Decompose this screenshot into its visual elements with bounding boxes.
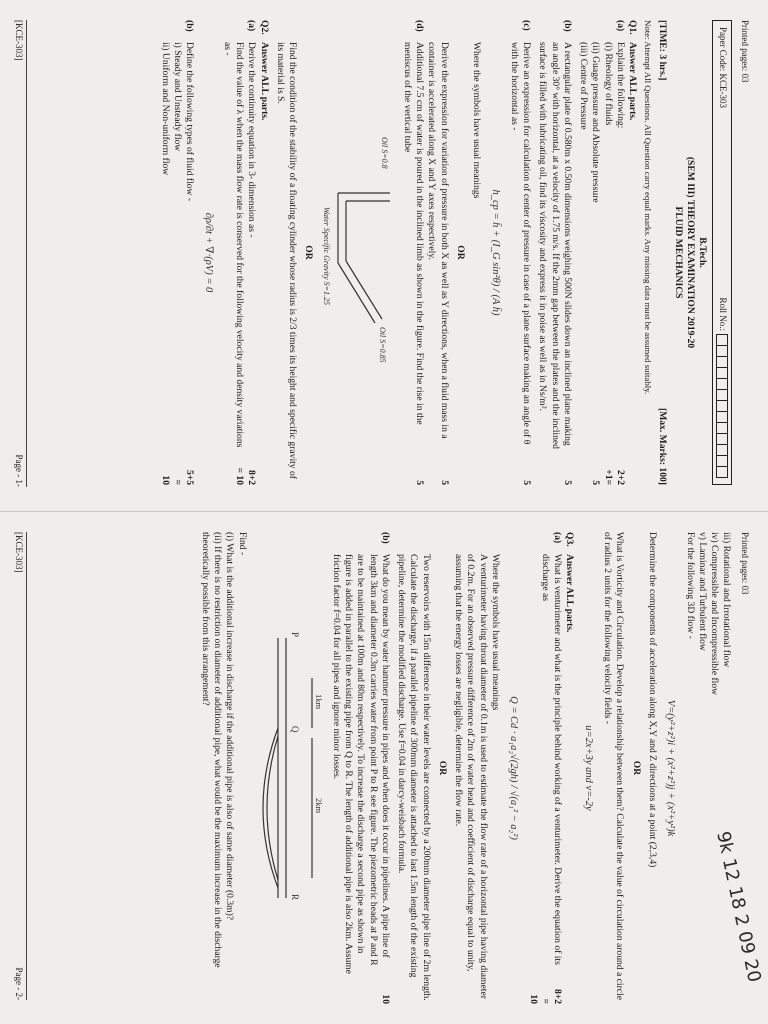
- q1d-text: Additional 7.5 cm of water is poured in the inclined limb as shown in the figure. Find the rise in the meniscus of the vertical tube: [401, 42, 426, 425]
- q3a-text: What is venturimeter and what is the principle behind working of a venturimeter. Derive the equation of its discharge as: [539, 554, 564, 965]
- q1c-marks: 5: [521, 480, 533, 485]
- p2-1-text: For the following 3D flow -: [684, 532, 696, 639]
- q1a-i-row: [601, 20, 613, 485]
- subject: FLUID MECHANICS: [672, 206, 684, 299]
- q3a-marks2: =: [539, 998, 551, 1004]
- q1c-equation: h_cp = h̄ + (I_G sin²θ) / (A h̄): [489, 189, 501, 316]
- or-divider-1: OR: [454, 245, 466, 260]
- roll-boxes: [716, 335, 728, 478]
- q1a-iii-row: [577, 20, 589, 485]
- note: Note: Attempt All Questions. All Question carry equal marks. Any missing data must be assumed suitably.: [643, 20, 654, 395]
- fig2-p: P: [289, 632, 300, 638]
- or-divider-3: OR: [630, 760, 642, 776]
- p2-2-equation: u=2x+3y and v=-2y: [582, 725, 594, 811]
- q2b-label: (b): [184, 20, 196, 32]
- q3a-text2: A venturimeter having throat diameter of 0.1m is used to estimate the flow rate of a horizontal pipe having diameter of 0.2m. For an observed pressure difference of 2m of water head and coefficient of discharge equal to unity, assuming that the energy losses are negligible, determine the flow rate.: [453, 554, 489, 999]
- footer-code-2: [KCE-303]: [13, 532, 24, 573]
- p2-1-equation: V=(y²+z²)i + (x²+z²)j + (x²+y²)k: [665, 699, 677, 837]
- q2a-text2: Find the value of λ when the mass flow rate is conserved for the following velocity and density variations as -: [221, 42, 246, 448]
- q1-intro: Answer ALL parts.: [627, 42, 639, 121]
- q3b-marks: 10: [379, 994, 391, 1004]
- q1a-label: (a): [614, 20, 626, 32]
- q2a: [245, 20, 257, 485]
- q3a-equation: Q = Cd · a₁a₂√(2gh) / √(a₁² − a₂²): [508, 696, 520, 840]
- q1a-ii-row: [589, 20, 601, 485]
- find-ii: (ii) If there is no restriction on diameter of additional pipe, what would be the maximum increase in the discharge theoretically possible from this arrangement?: [199, 532, 223, 968]
- q1a-marks: 2+2: [614, 469, 626, 485]
- or-divider-2: OR: [303, 245, 315, 260]
- q2-header: [257, 20, 269, 485]
- flow-type-v: v) Laminar and Turbulent flow: [696, 532, 708, 651]
- q1d-or-text: Find the condition of the stability of a floating cylinder whose radius is 2/3 times its height and specific gravity of its material is S.: [274, 42, 299, 479]
- printed-pages-2: Printed pages: 03: [740, 532, 750, 595]
- q1a-ii: (ii) Guage pressure and Absolute pressure: [590, 42, 602, 203]
- find-i: (i) What is the additional increase in discharge if the additional pipe is also of same diameter (0.3m)?: [224, 532, 236, 921]
- fig2-r: R: [289, 894, 300, 901]
- q1d-marks: 5: [414, 480, 426, 485]
- page-2: [0, 512, 768, 1024]
- q3b: [330, 532, 391, 1004]
- q2b-i-row: [171, 20, 183, 485]
- fig2-q: Q: [289, 726, 300, 733]
- printed-pages: Printed pages: 03: [740, 20, 750, 83]
- q1a-ii-marks: 5: [590, 480, 602, 485]
- q2b: [183, 20, 195, 485]
- fig2-len2: 2km: [313, 798, 324, 814]
- q2a-marks3: 10: [234, 475, 246, 485]
- find-label: Find -: [236, 532, 248, 556]
- roll-label: Roll No.:: [718, 297, 729, 331]
- q2b-i-marks: =: [171, 479, 183, 485]
- q1b-text: A rectangular plate of 0.580m x 0.50m dimensions weighing 500N slides down an inclined plane making an angle 30° with horizontal, at a velocity of 1.75 m/s. If the 2mm gap between the plates and the inclined surface is filled with lubricating oil, find its viscosity and express it in poise as well as in Ns/m².: [537, 42, 573, 449]
- or-divider-4: OR: [436, 760, 448, 776]
- degree: B.Tech.: [697, 237, 709, 268]
- q1c-or-text: Derive the expression for variation of pressure in both X as well as Y directions, when a fluid mass in a container is accelerated along X and Y axes respectively.: [426, 42, 450, 439]
- q2b-ii-row: [158, 20, 170, 485]
- q3-intro: Answer ALL parts.: [564, 554, 576, 633]
- q1a-i: (i) Rheology of fluids: [602, 42, 614, 126]
- paper-code-bar: [712, 20, 732, 485]
- q2a-marks: 8+2: [246, 469, 258, 485]
- q1d-label: (d): [414, 20, 426, 32]
- q3a-where: Where the symbols have usual meanings: [489, 554, 501, 711]
- q2a-marks2: =: [234, 467, 246, 473]
- q2b-i: i) Steady and Unsteady flow: [171, 42, 183, 152]
- q2a-label: (a): [246, 20, 258, 32]
- q1a: [614, 20, 626, 485]
- q1c: [508, 20, 533, 485]
- p2-2-text: What is Vorticity and Circulation. Develop a relationship between them? Calculate the value of circulation around a circle of radius 2 units for the following velocity fields -: [602, 532, 626, 1000]
- q3a-label: (a): [552, 532, 564, 544]
- q1c-where: Where the symbols have usual meanings: [471, 42, 483, 199]
- time: [TIME: 3 hrs.]: [656, 20, 668, 81]
- q2b-ii: ii) Uniform and Non-uniform flow: [159, 42, 171, 176]
- parallel-pipe-figure: [252, 618, 326, 918]
- q1-label: Q1.: [627, 20, 639, 35]
- q2-label: Q2.: [258, 20, 270, 35]
- q1a-text: Explain the following:: [614, 42, 626, 129]
- handwritten-note: 9k 12 18 2 09 20: [712, 829, 765, 985]
- q2b-ii-marks: 10: [159, 475, 171, 485]
- exam-title: (SEM III) THEORY EXAMINATION 2019-20: [685, 156, 697, 349]
- q3a-marks: 8+2: [552, 988, 564, 1004]
- q2a-row2: [221, 20, 246, 485]
- roll-number: [716, 297, 728, 478]
- q3a-marks3: 10: [527, 994, 539, 1004]
- flow-type-iv: iv) Compressible and Incompressible flow: [709, 532, 721, 696]
- paper-code: Paper Code: KCE-303: [718, 27, 729, 108]
- footer-code-1: [KCE-303]: [13, 20, 24, 61]
- fig1-water-label: Water Specific Gravity S=1.25: [322, 206, 332, 305]
- q1c-or: [425, 20, 450, 485]
- fig2-len1: 1km: [313, 694, 324, 710]
- q2b-marks: 5+5: [184, 469, 196, 485]
- p2-1-text2: Determine the components of acceleration along X,Y and Z directions at a point (2,3,4): [646, 532, 658, 868]
- q1a-i-marks: +1=: [602, 469, 614, 485]
- time-marks-row: [655, 20, 667, 485]
- q1b-marks: 5: [561, 480, 573, 485]
- manometer-figure: [318, 123, 396, 383]
- q1c-label: (c): [521, 20, 533, 31]
- q3-header: [563, 532, 575, 1004]
- q1c-text: Derive an expression for calculation of center of pressure in case of a plane surface making an angle of θ with the horizontal as -: [508, 42, 533, 445]
- q3a: [526, 532, 563, 1004]
- page-1-footer: [12, 20, 27, 487]
- flow-type-iii: iii) Rotational and Irrotational flow: [721, 532, 733, 668]
- q2a-text: Derive the continuity equation in 3- dimension as -: [246, 42, 258, 238]
- fig1-left-label: Oil S=0.8: [380, 136, 390, 169]
- page-2-footer: [12, 532, 27, 1000]
- q1b-label: (b): [561, 20, 573, 32]
- q2b-text: Define the following types of fluid flow -: [184, 42, 196, 202]
- q2a-equation: ∂ρ/∂t + ∇·(ρV) = 0: [202, 212, 214, 293]
- q1b: [536, 20, 573, 485]
- q1c-or-marks: 5: [438, 480, 450, 485]
- q1a-iii: (iii) Centre of Pressure: [578, 42, 590, 130]
- q3a-or-text: Two reservoirs with 15m difference in their water levels are connected by a 200mm diameter pipe line of 2m length. Calculate the discharge, if a parallel pipeline of 300mm diameter is attached to last 1.5m length of the existing pipeline, determine the modified discharge. Use f=0.04 in darcy-weisbach formula.: [396, 554, 432, 1001]
- footer-page-2: Page - 2-: [13, 967, 24, 1000]
- q3-label: Q3.: [564, 532, 576, 547]
- q1d: [400, 20, 425, 485]
- fig1-right-label: Oil S=0.85: [378, 326, 388, 363]
- q3b-label: (b): [379, 532, 391, 544]
- footer-page-1: Page - 1-: [13, 454, 24, 487]
- q1-header: [626, 20, 638, 485]
- q2-intro: Answer ALL parts.: [258, 42, 270, 121]
- max-marks: [Max. Marks: 100]: [656, 408, 668, 485]
- q3b-text: What do you mean by water hammer pressure in pipes and when does it occur in pipelines. A pipe line of length 3km and diameter 0.3m carries water from point P to R see figure. The piezometric heads at P and R are to be maintained at 100m and 80m respectively. To increase the discharge a second pipe as shown in figure is added in parallel to the existing pipe from Q to R. The length of additional pipe is also 2km. Assume friction factor f=0.04 for all pipes and ignore minor losses.: [330, 554, 391, 975]
